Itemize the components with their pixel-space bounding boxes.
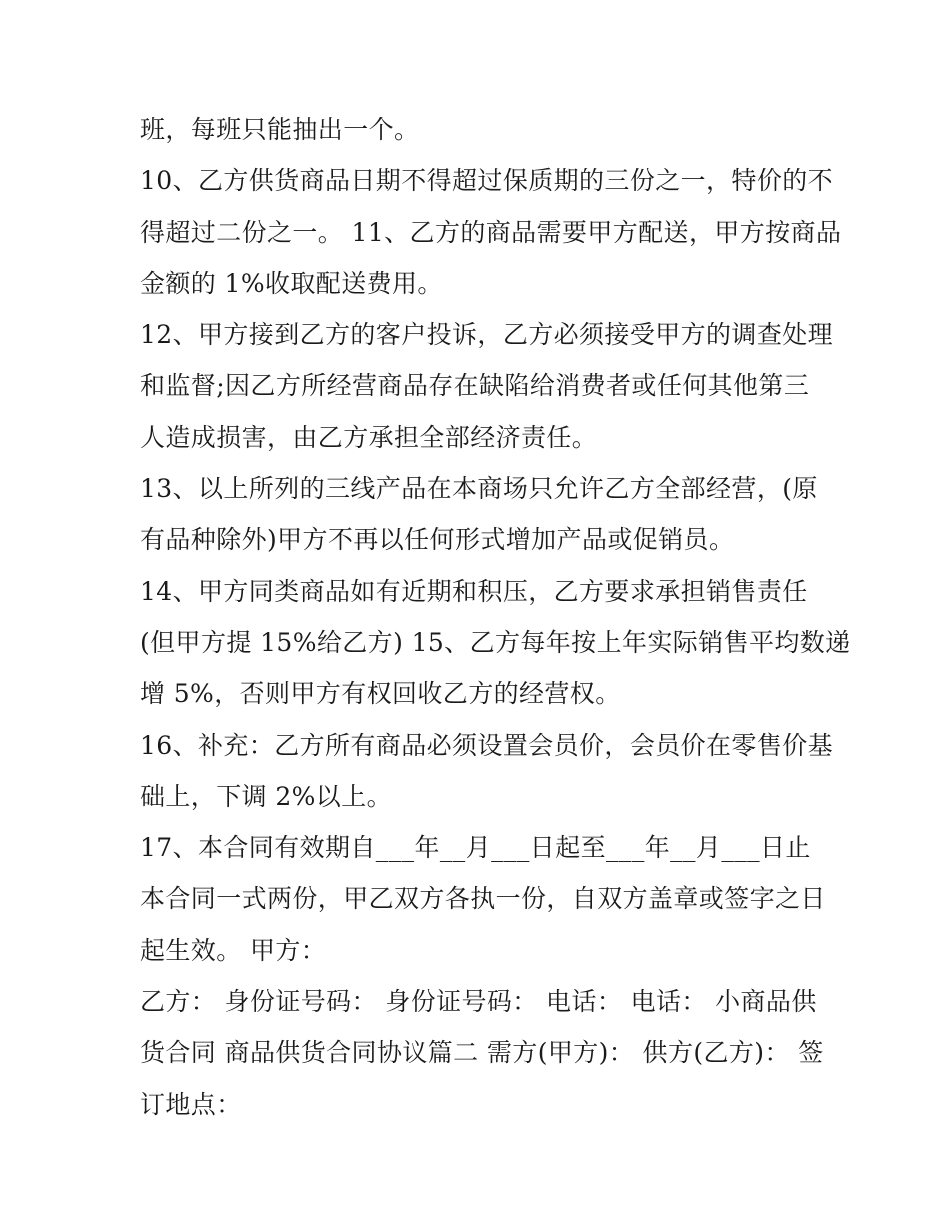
text-line: (但甲方提 15%给乙方) 15、乙方每年按上年实际销售平均数递 [140, 627, 851, 657]
text-line: 础上，下调 2%以上。 [140, 781, 393, 811]
document-page [140, 104, 851, 1130]
text-line: 起生效。 甲方： [140, 935, 327, 965]
text-line: 17、本合同有效期自___年__月___日起至___年__月___日止 [140, 833, 811, 863]
text-line: 人造成损害，由乙方承担全部经济责任。 [140, 422, 598, 452]
text-line: 14、甲方同类商品如有近期和积压，乙方要求承担销售责任 [140, 576, 808, 606]
text-line: 订地点： [140, 1089, 242, 1119]
text-line: 增 5%，否则甲方有权回收乙方的经营权。 [140, 679, 621, 709]
text-line: 班，每班只能抽出一个。 [140, 115, 420, 144]
text-line: 16、补充：乙方所有商品必须设置会员价，会员价在零售价基 [140, 730, 834, 760]
text-line: 本合同一式两份，甲乙双方各执一份，自双方盖章或签字之日 [140, 884, 826, 914]
text-line: 12、甲方接到乙方的客户投诉，乙方必须接受甲方的调查处理 [140, 320, 834, 350]
text-line: 金额的 1%收取配送费用。 [140, 268, 443, 298]
text-line: 和监督;因乙方所经营商品存在缺陷给消费者或任何其他第三 [140, 371, 810, 401]
text-line: 乙方： 身份证号码： 身份证号码： 电话： 电话： 小商品供 [140, 987, 817, 1017]
text-line: 货合同 商品供货合同协议篇二 需方(甲方)： 供方(乙方)： 签 [140, 1038, 824, 1068]
text-line: 10、乙方供货商品日期不得超过保质期的三份之一，特价的不 [140, 166, 834, 196]
text-line: 得超过二份之一。 11、乙方的商品需要甲方配送，甲方按商品 [140, 217, 842, 247]
text-line: 13、以上所列的三线产品在本商场只允许乙方全部经营，(原 [140, 474, 818, 504]
text-line: 有品种除外)甲方不再以任何形式增加产品或促销员。 [140, 525, 735, 555]
